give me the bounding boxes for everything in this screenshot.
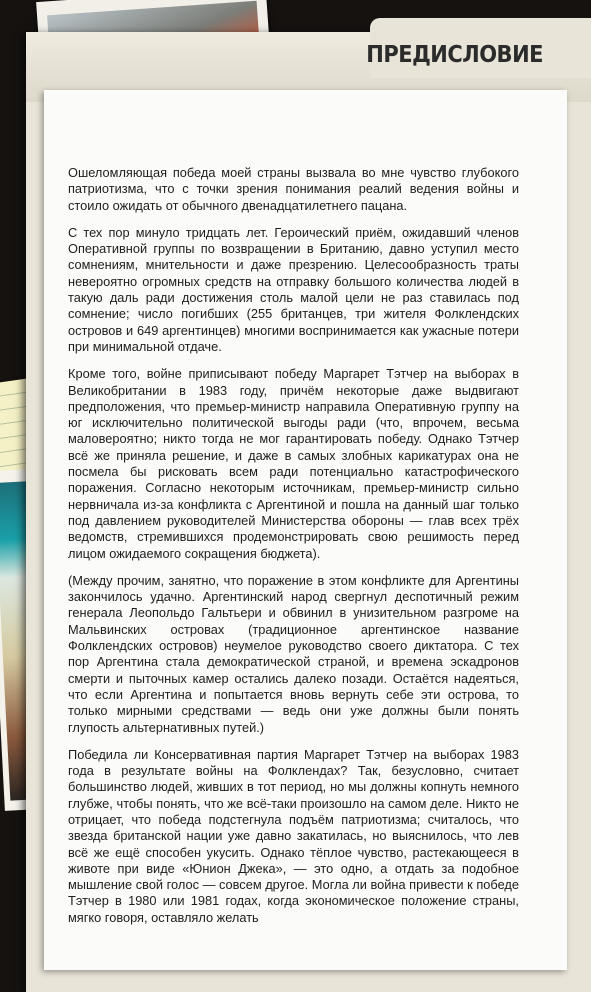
paragraph: С тех пор минуло тридцать лет. Героический приём, ожидавший членов Оперативной группы по возвращении в Британию, давно уступил место сомнениям, мнительности и даже презрению. Целесообразность траты невероятно огромных средств на отправку большого количества людей в такую даль ради достижения столь малой цели не раз ставилась под сомнение; число погибших (255 британцев, три жителя Фолклендских островов и 649 аргентинцев) многими воспринимается как ужасные потери при минимальной отдаче. (68, 224, 519, 354)
paragraph: (Между прочим, занятно, что поражение в этом конфликте для Аргентины закончилось удачно. Аргентинский народ свергнул деспотичный режим генерала Леопольдо Гальтьери и обвинил в унизительном разгроме на Мальвинских островах (традиционное аргентинское название Фолклендских островов) неумелое руководство своего диктатора. С тех пор Аргентина стала демократической страной, и времена эскадронов смерти и пыточных камер остались далеко позади. Остаётся надеяться, что если Аргентина и попытается вновь вернуть себе эти острова, то только мирными средствами — ведь они уже должны были понять глупость альтернативных путей.) (68, 572, 519, 735)
paragraph: Ошеломляющая победа моей страны вызвала во мне чувство глубокого патриотизма, что с точки зрения понимания реалий ведения войны и стоило ожидать от обычного двенадцатилетнего пацана. (68, 165, 519, 213)
article-body (68, 165, 519, 937)
paragraph: Кроме того, войне приписывают победу Маргарет Тэтчер на выборах в Великобритании в 1983 году, причём некоторые даже выдвигают предположения, что премьер-министр направила Оперативную группу на юг исключительно политической выгоды ради (что, впрочем, весьма маловероятно; никто тогда не мог гарантировать победу. Однако Тэтчер всё же приняла решение, и даже в самых злобных карикатурах она не посмела бы рисковать всем ради потенциально катастрофического поражения. Согласно некоторым источникам, премьер-министр сильно нервничала из-за конфликта с Аргентиной и пошла на данный шаг только под давлением руководителей Министерства обороны — глав всех трёх ведомств, стремившихся продемонстрировать свою решимость перед лицом ожидаемого сокращения бюджета). (68, 366, 519, 561)
paragraph: Победила ли Консервативная партия Маргарет Тэтчер на выборах 1983 года в результате войны на Фолклендах? Так, безусловно, считает большинство людей, живших в тот период, но мы должны копнуть немного глубже, чтобы понять, что же всё-таки произошло на самом деле. Никто не отрицает, что победа подстегнула подъём патриотизма; считалось, что звезда британской нации уже давно закатилась, но выяснилось, что лев всё же ещё способен укусить. Однако тёплое чувство, растекающееся в животе при виде «Юнион Джека», — это одно, а отдать за подобное мышление свой голос — совсем другое. Могла ли война привести к победе Тэтчер в 1980 или 1981 годах, когда экономическое положение страны, мягко говоря, оставляло желать (68, 746, 519, 925)
page-title: ПРЕДИСЛОВИЕ (366, 40, 543, 68)
